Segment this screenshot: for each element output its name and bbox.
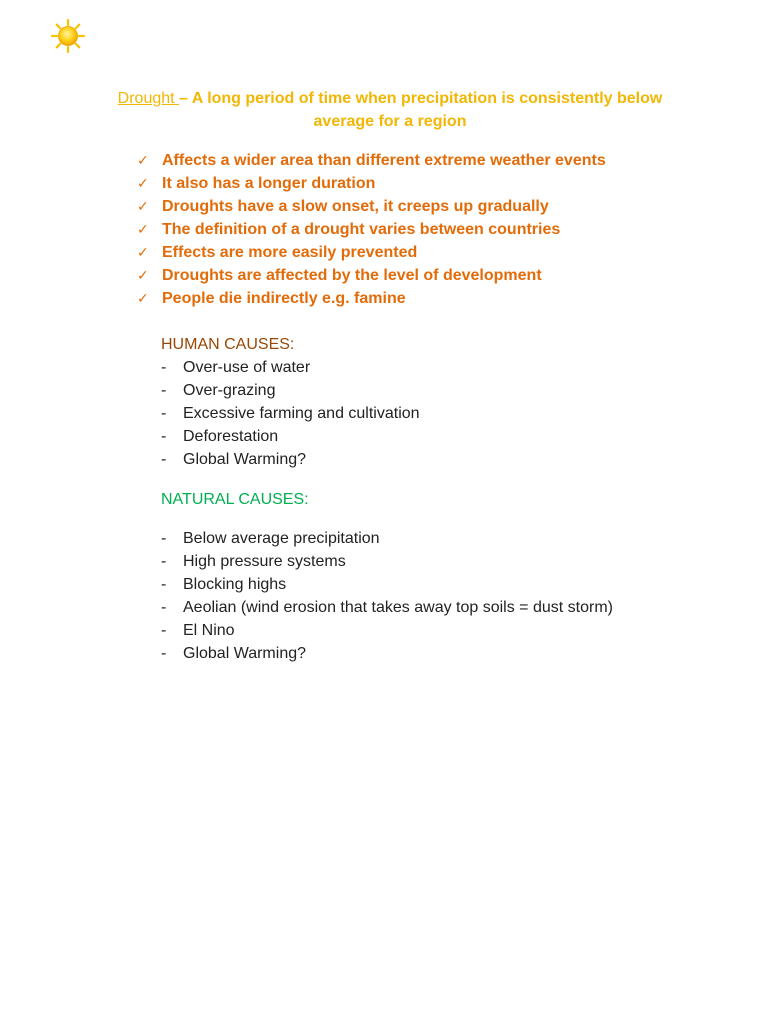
sun-icon: [50, 18, 86, 54]
list-item: ✓ Effects are more easily prevented: [137, 241, 606, 264]
list-item: ✓ It also has a longer duration: [137, 172, 606, 195]
list-item: - Below average precipitation: [161, 530, 380, 547]
checkmark-icon: ✓: [137, 199, 149, 215]
list-item: - Blocking highs: [161, 576, 287, 593]
natural-causes-section: [161, 488, 613, 665]
human-causes-heading: HUMAN CAUSES:: [161, 336, 295, 353]
human-causes-list: [161, 356, 420, 471]
list-item: - Over-use of water: [161, 359, 311, 376]
definition-title: [100, 87, 680, 133]
checkmark-icon: ✓: [137, 222, 149, 238]
list-item: - Deforestation: [161, 428, 279, 445]
natural-causes-heading: NATURAL CAUSES:: [161, 491, 309, 508]
list-item: - Global Warming?: [161, 451, 307, 468]
drought-term: Drought: [117, 90, 180, 107]
list-item: - Excessive farming and cultivation: [161, 405, 420, 422]
drought-characteristics-list: [137, 149, 606, 310]
checkmark-icon: ✓: [137, 176, 149, 192]
checkmark-icon: ✓: [137, 291, 149, 307]
drought-definition: – A long period of time when precipitation is consistently below average for a region: [179, 90, 663, 130]
list-item: - High pressure systems: [161, 553, 346, 570]
list-item: ✓ People die indirectly e.g. famine: [137, 287, 606, 310]
list-item: - Aeolian (wind erosion that takes away top soils = dust storm): [161, 599, 613, 616]
list-item: - El Nino: [161, 622, 235, 639]
checkmark-icon: ✓: [137, 268, 149, 284]
list-item: ✓ Affects a wider area than different extreme weather events: [137, 149, 606, 172]
list-item: ✓ Droughts are affected by the level of development: [137, 264, 606, 287]
checkmark-icon: ✓: [137, 245, 149, 261]
checkmark-icon: ✓: [137, 153, 149, 169]
list-item: - Over-grazing: [161, 382, 276, 399]
human-causes-section: [161, 333, 420, 471]
list-item: - Global Warming?: [161, 645, 307, 662]
list-item: ✓ Droughts have a slow onset, it creeps up gradually: [137, 195, 606, 218]
natural-causes-list: [161, 527, 613, 665]
list-item: ✓ The definition of a drought varies between countries: [137, 218, 606, 241]
